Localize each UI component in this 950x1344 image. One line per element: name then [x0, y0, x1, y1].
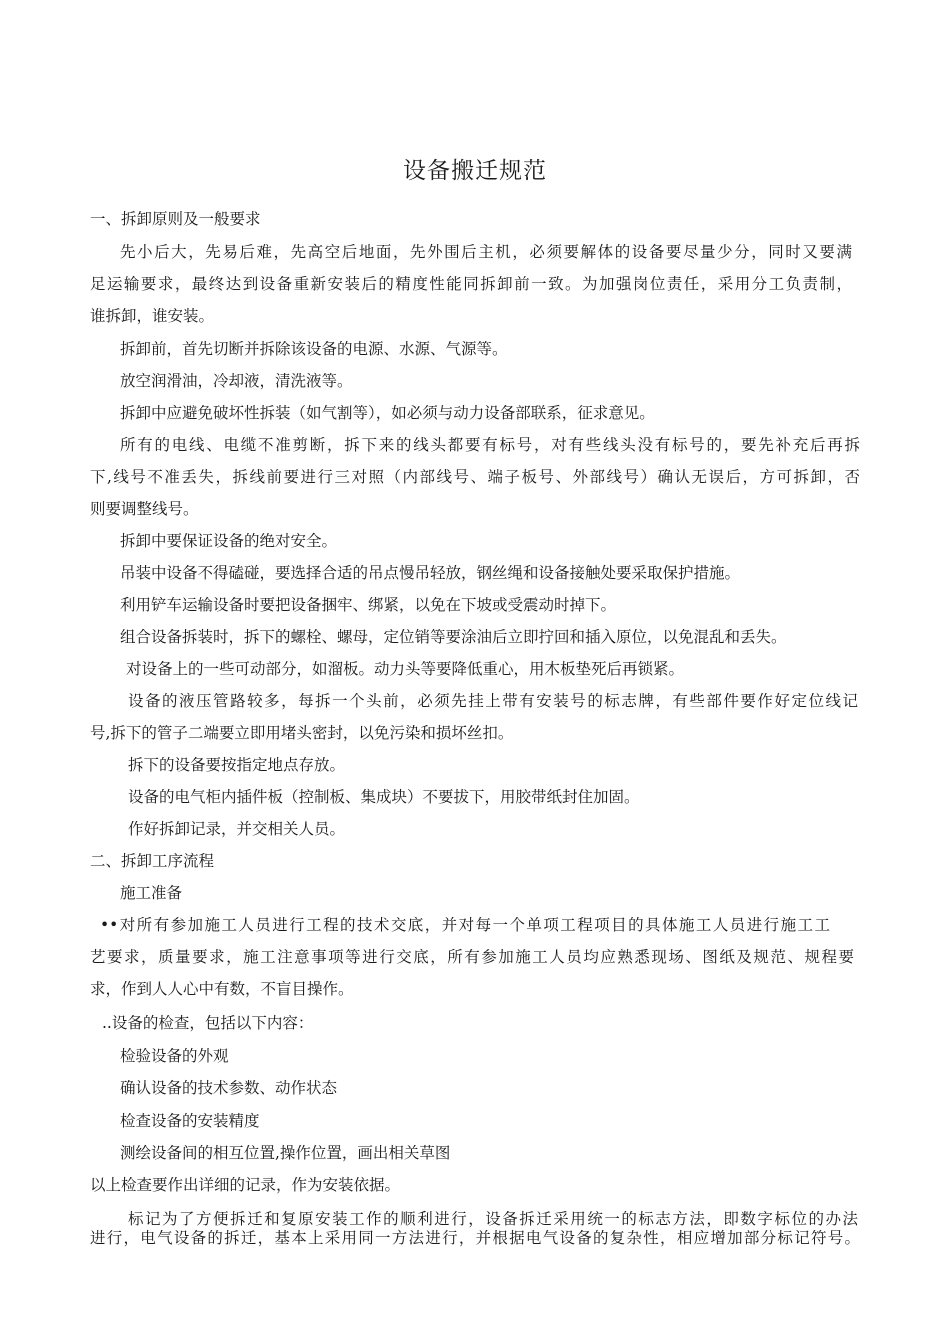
paragraph-line: 拆卸中应避免破坏性拆装（如气割等），如必须与动力设备部联系，征求意见。: [120, 404, 655, 422]
paragraph-line: 足运输要求，最终达到设备重新安装后的精度性能同拆卸前一致。为加强岗位责任，采用分工负责制，: [90, 275, 852, 293]
section-heading-2: 二、拆卸工序流程: [90, 852, 215, 870]
list-item: 测绘设备间的相互位置,操作位置，画出相关草图: [120, 1144, 451, 1162]
paragraph-line: 所有的电线、电缆不准剪断，拆下来的线头都要有标号，对有些线头没有标号的，要先补充后再拆: [120, 436, 860, 454]
paragraph-line: 拆下的设备要按指定地点存放。: [128, 756, 346, 774]
list-item: 确认设备的技术参数、动作状态: [120, 1079, 338, 1097]
paragraph-line: 拆卸前，首先切断并拆除该设备的电源、水源、气源等。: [120, 340, 508, 358]
section-heading-1: 一、拆卸原则及一般要求: [90, 210, 261, 228]
paragraph-line: 利用铲车运输设备时要把设备捆牢、绑紧，以免在下坡或受震动时掉下。: [120, 596, 617, 614]
paragraph-line: 作好拆卸记录，并交相关人员。: [128, 820, 346, 838]
paragraph-line: 号,拆下的管子二端要立即用堵头密封，以免污染和损坏丝扣。: [90, 724, 514, 742]
paragraph-line: 设备的电气柜内插件板（控制板、集成块）不要拔下，用胶带纸封住加固。: [128, 788, 640, 806]
paragraph-line: 对设备上的一些可动部分，如溜板。动力头等要降低重心，用木板垫死后再锁紧。: [126, 660, 685, 678]
paragraph-line: 以上检查要作出详细的记录，作为安装依据。: [90, 1176, 401, 1194]
paragraph-line: 艺要求，质量要求，施工注意事项等进行交底，所有参加施工人员均应熟悉现场、图纸及规范、规程要: [90, 948, 854, 966]
list-item: 检查设备的安装精度: [120, 1112, 260, 1130]
paragraph-line: 求，作到人人心中有数，不盲目操作。: [90, 980, 354, 998]
paragraph-line: 放空润滑油，冷却液，清洗液等。: [120, 372, 353, 390]
paragraph-line: 则要调整线号。: [90, 500, 199, 518]
page-title: 设备搬迁规范: [403, 158, 547, 184]
paragraph-line: 进行，电气设备的拆迁，基本上采用同一方法进行，并根据电气设备的复杂性，相应增加部分标记符号。: [90, 1229, 860, 1247]
paragraph-line: 下,线号不准丢失，拆线前要进行三对照（内部线号、端子板号、外部线号）确认无误后，方可拆卸，否: [90, 468, 860, 486]
list-item: 检验设备的外观: [120, 1047, 229, 1065]
paragraph-line: 吊装中设备不得磕碰，要选择合适的吊点慢吊轻放，钢丝绳和设备接触处要采取保护措施。: [120, 564, 741, 582]
paragraph-line: 组合设备拆装时，拆下的螺栓、螺母，定位销等要涂油后立即拧回和插入原位，以免混乱和丢失。: [120, 628, 787, 646]
paragraph-line: 设备的液压管路较多，每拆一个头前，必须先挂上带有安装号的标志牌，有些部件要作好定位线记: [128, 692, 858, 710]
paragraph-line: 拆卸中要保证设备的绝对安全。: [120, 532, 338, 550]
paragraph-line: 标记为了方便拆迁和复原安装工作的顺利进行，设备拆迁采用统一的标志方法，即数字标位的办法: [128, 1210, 858, 1228]
paragraph-line: ..设备的检查，包括以下内容：: [102, 1014, 314, 1032]
paragraph-line: ••对所有参加施工人员进行工程的技术交底，并对每一个单项工程项目的具体施工人员进行施工工: [100, 916, 830, 934]
subheading: 施工准备: [120, 884, 183, 902]
paragraph-line: 先小后大，先易后难，先高空后地面，先外围后主机，必须要解体的设备要尽量少分，同时又要满: [120, 243, 852, 261]
paragraph-line: 谁拆卸，谁安装。: [90, 307, 215, 325]
